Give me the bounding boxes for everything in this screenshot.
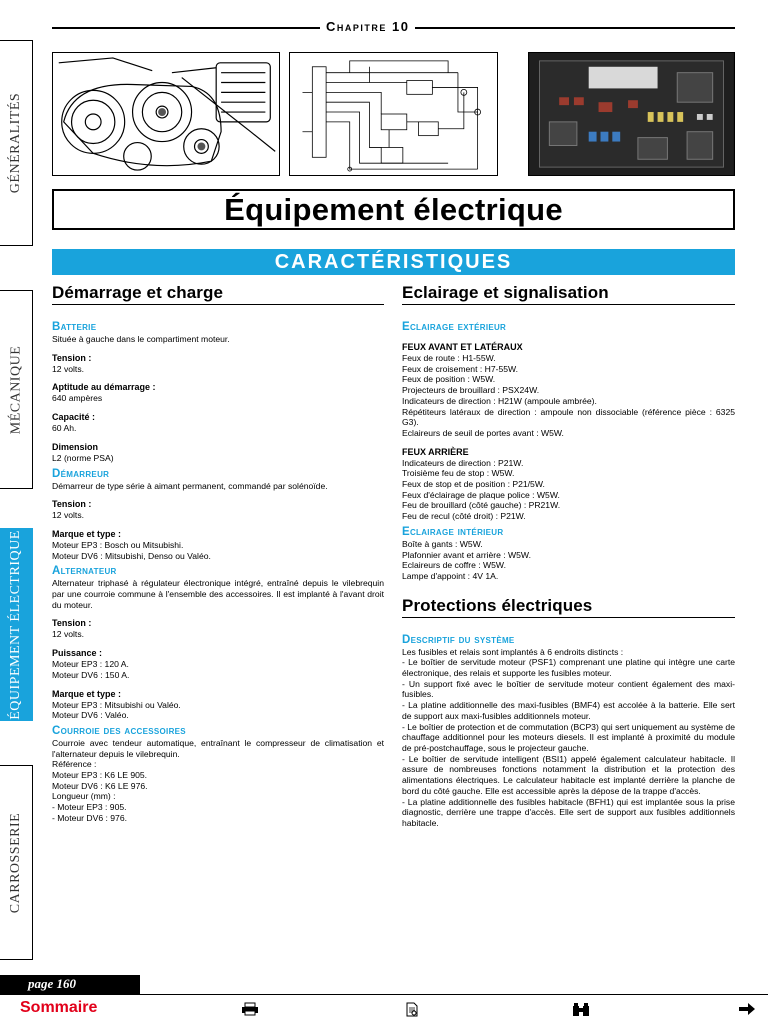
tab-carrosserie-label: CARROSSERIE [8, 812, 24, 913]
courroie-ref-1: Moteur EP3 : K6 LE 905. [52, 770, 148, 781]
alternateur-tension: 12 volts. [52, 629, 85, 640]
tab-mecanique-label: MÉCANIQUE [8, 345, 23, 434]
eclairage-interieur-item: Plafonnier avant et arrière : W5W. [402, 549, 531, 560]
batterie-dimension: L2 (norme PSA) [52, 452, 114, 463]
demarreur-marque-label: Marque et type : [52, 528, 122, 539]
section-banner [52, 249, 735, 275]
alternateur-puissance-1: Moteur EP3 : 120 A. [52, 659, 129, 670]
subsection-eclairage-interieur: Eclairage intérieur [402, 525, 504, 538]
batterie-aptitude: 640 ampères [52, 393, 103, 404]
alternateur-marque-label: Marque et type : [52, 688, 122, 699]
courroie-long-1: - Moteur EP3 : 905. [52, 802, 127, 813]
subsection-demarreur: Démarreur [52, 467, 110, 480]
batterie-dimension-label: Dimension [52, 441, 99, 452]
alternateur-marque-1: Moteur EP3 : Mitsubishi ou Valéo. [52, 699, 181, 710]
batterie-capacite-label: Capacité : [52, 412, 96, 423]
left-column [52, 283, 384, 824]
eclairage-interieur-item: Lampe d'appoint : 4V 1A. [402, 570, 499, 581]
courroie-ref-label: Référence : [52, 759, 97, 770]
subsection-eclairage-exterieur: Eclairage extérieur [402, 321, 507, 333]
courroie-ref-2: Moteur DV6 : K6 LE 976. [52, 780, 148, 791]
batterie-intro: Située à gauche dans le compartiment moteur. [52, 334, 230, 344]
wiring-diagram-illustration [289, 52, 498, 176]
feux-avant-item: Projecteurs de brouillard : PSX24W. [402, 385, 540, 396]
feux-arriere-item: Feux de stop et de position : P21/5W. [402, 479, 545, 490]
feux-avant-item: Feux de position : W5W. [402, 374, 496, 385]
feux-arriere-item: Troisième feu de stop : W5W. [402, 468, 515, 479]
batterie-capacite: 60 Ah. [52, 423, 77, 434]
subsection-batterie: Batterie [52, 321, 97, 333]
alternateur-puissance-2: Moteur DV6 : 150 A. [52, 669, 130, 680]
descriptif-paragraph: - La platine additionnelle des fusibles habitacle (BFH1) qui est implantée sous la prise diagnostic, derrière une trappe d'accès. Elle sert de support aux fusibles additionnels habitacle. [402, 796, 735, 828]
feux-avant-item: Feux de croisement : H7-55W. [402, 363, 519, 374]
tab-generalites[interactable] [0, 40, 33, 246]
page-title: Équipement électrique [224, 191, 563, 227]
subsection-alternateur: Alternateur [52, 565, 117, 578]
demarreur-tension: 12 volts. [52, 510, 85, 521]
demarreur-marque-2: Moteur DV6 : Mitsubishi, Denso ou Valéo. [52, 550, 211, 561]
descriptif-paragraph: - La platine additionnelle des maxi-fusibles (BMF4) est accolée à la batterie. Elle sert de support aux maxi-fusibles additionnels moteur. [402, 700, 735, 721]
right-column [402, 283, 735, 829]
tab-generalites-label: GÉNÉRALITÉS [8, 92, 24, 194]
footer-rule [0, 994, 768, 995]
tab-carrosserie[interactable] [0, 765, 33, 960]
section-heading-demarrage: Démarrage et charge [52, 283, 384, 305]
demarreur-tension-label: Tension : [52, 499, 92, 510]
chapter-title: Chapitre 10 [320, 19, 415, 34]
alternateur-intro: Alternateur triphasé à régulateur électronique intégré, entraîné depuis le vilebrequin par une courroie commune à l'ensemble des accessoires. Il est implanté à l'avant droit du moteur. [52, 578, 384, 610]
alternateur-tension-label: Tension : [52, 618, 92, 629]
feux-avant-label: FEUX AVANT ET LATÉRAUX [402, 342, 523, 352]
courroie-long-2: - Moteur DV6 : 976. [52, 812, 127, 823]
batterie-tension-label: Tension : [52, 352, 92, 363]
courroie-long-label: Longueur (mm) : [52, 791, 116, 802]
document-icon[interactable] [405, 1002, 419, 1020]
page-number: page 160 [0, 975, 140, 995]
batterie-tension: 12 volts. [52, 363, 85, 374]
feux-arriere-item: Feu de recul (côté droit) : P21W. [402, 511, 526, 522]
section-banner-label: CARACTÉRISTIQUES [274, 250, 513, 273]
engine-alternator-illustration [52, 52, 280, 176]
demarreur-intro: Démarreur de type série à aimant permanent, commandé par solénoïde. [52, 480, 328, 491]
alternateur-puissance-label: Puissance : [52, 648, 103, 659]
descriptif-paragraph: - Le boîtier de servitude moteur (PSF1) comprenant une platine qui intègre une carte électronique, des relais et supporte les fusibles moteur. [402, 657, 735, 679]
feux-avant-item: Eclaireurs de seuil de portes avant : W5W. [402, 427, 564, 438]
page-title-box [52, 189, 735, 230]
descriptif-paragraph: - Le boîtier de servitude intelligent (BSI1) appelé également calculateur habitacle. Il assure de nombreuses fonctions notamment la distribution et la protection des alimentations électriques. Le calculateur habitacle est implanté derrière la planche de bord du côté gauche. Elle est accessible après la dépose de la trappe d'accès. [402, 753, 735, 796]
fuse-box-photo [528, 52, 735, 176]
descriptif-paragraph: - Un support fixé avec le boîtier de servitude moteur contient également des maxi-fusibles. [402, 678, 735, 700]
arrow-right-icon[interactable] [738, 1002, 756, 1019]
tab-mecanique[interactable] [0, 290, 33, 489]
feux-arriere-item: Feu de brouillard (côté gauche) : PR21W. [402, 500, 561, 511]
courroie-text: Courroie avec tendeur automatique, entraînant le compresseur de climatisation et l'alternateur depuis le vilebrequin. [52, 737, 384, 759]
batterie-aptitude-label: Aptitude au démarrage : [52, 382, 156, 393]
eclairage-interieur-item: Eclaireurs de coffre : W5W. [402, 560, 506, 571]
alternateur-marque-2: Moteur DV6 : Valéo. [52, 710, 129, 721]
feux-arriere-item: Indicateurs de direction : P21W. [402, 457, 524, 468]
section-heading-eclairage: Eclairage et signalisation [402, 283, 735, 305]
sommaire-link[interactable]: Sommaire [20, 999, 98, 1016]
descriptif-paragraph: Les fusibles et relais sont implantés à 6 endroits distincts : [402, 646, 624, 657]
subsection-descriptif: Descriptif du système [402, 633, 515, 646]
feux-arriere-label: FEUX ARRIÈRE [402, 446, 469, 457]
section-heading-protections: Protections électriques [402, 596, 735, 618]
tab-equipement-electrique-label: ÉQUIPEMENT ÉLECTRIQUE [8, 529, 23, 720]
feux-avant-item: Feux de route : H1-55W. [402, 353, 496, 363]
demarreur-marque-1: Moteur EP3 : Bosch ou Mitsubishi. [52, 539, 184, 550]
printer-icon[interactable] [241, 1002, 259, 1019]
feux-avant-item: Indicateurs de direction : H21W (ampoule ambrée). [402, 395, 597, 406]
feux-arriere-item: Feux d'éclairage de plaque police : W5W. [402, 489, 560, 500]
tab-equipement-electrique[interactable] [0, 528, 33, 721]
eclairage-interieur-item: Boîte à gants : W5W. [402, 538, 483, 549]
subsection-courroie: Courroie des accessoires [52, 724, 186, 737]
descriptif-paragraph: - Le boîtier de protection et de commutation (BCP3) qui sert uniquement au système de chauffage additionnel pour les moteurs diesels. Il est implanté à proximité du module de pré-postchauffage, sous le projecteur gauche. [402, 721, 735, 753]
feux-avant-item: Répétiteurs latéraux de direction : ampoule non dissociable (référence pièce : 6325 G3). [402, 406, 735, 428]
binoculars-icon[interactable] [571, 1002, 591, 1020]
